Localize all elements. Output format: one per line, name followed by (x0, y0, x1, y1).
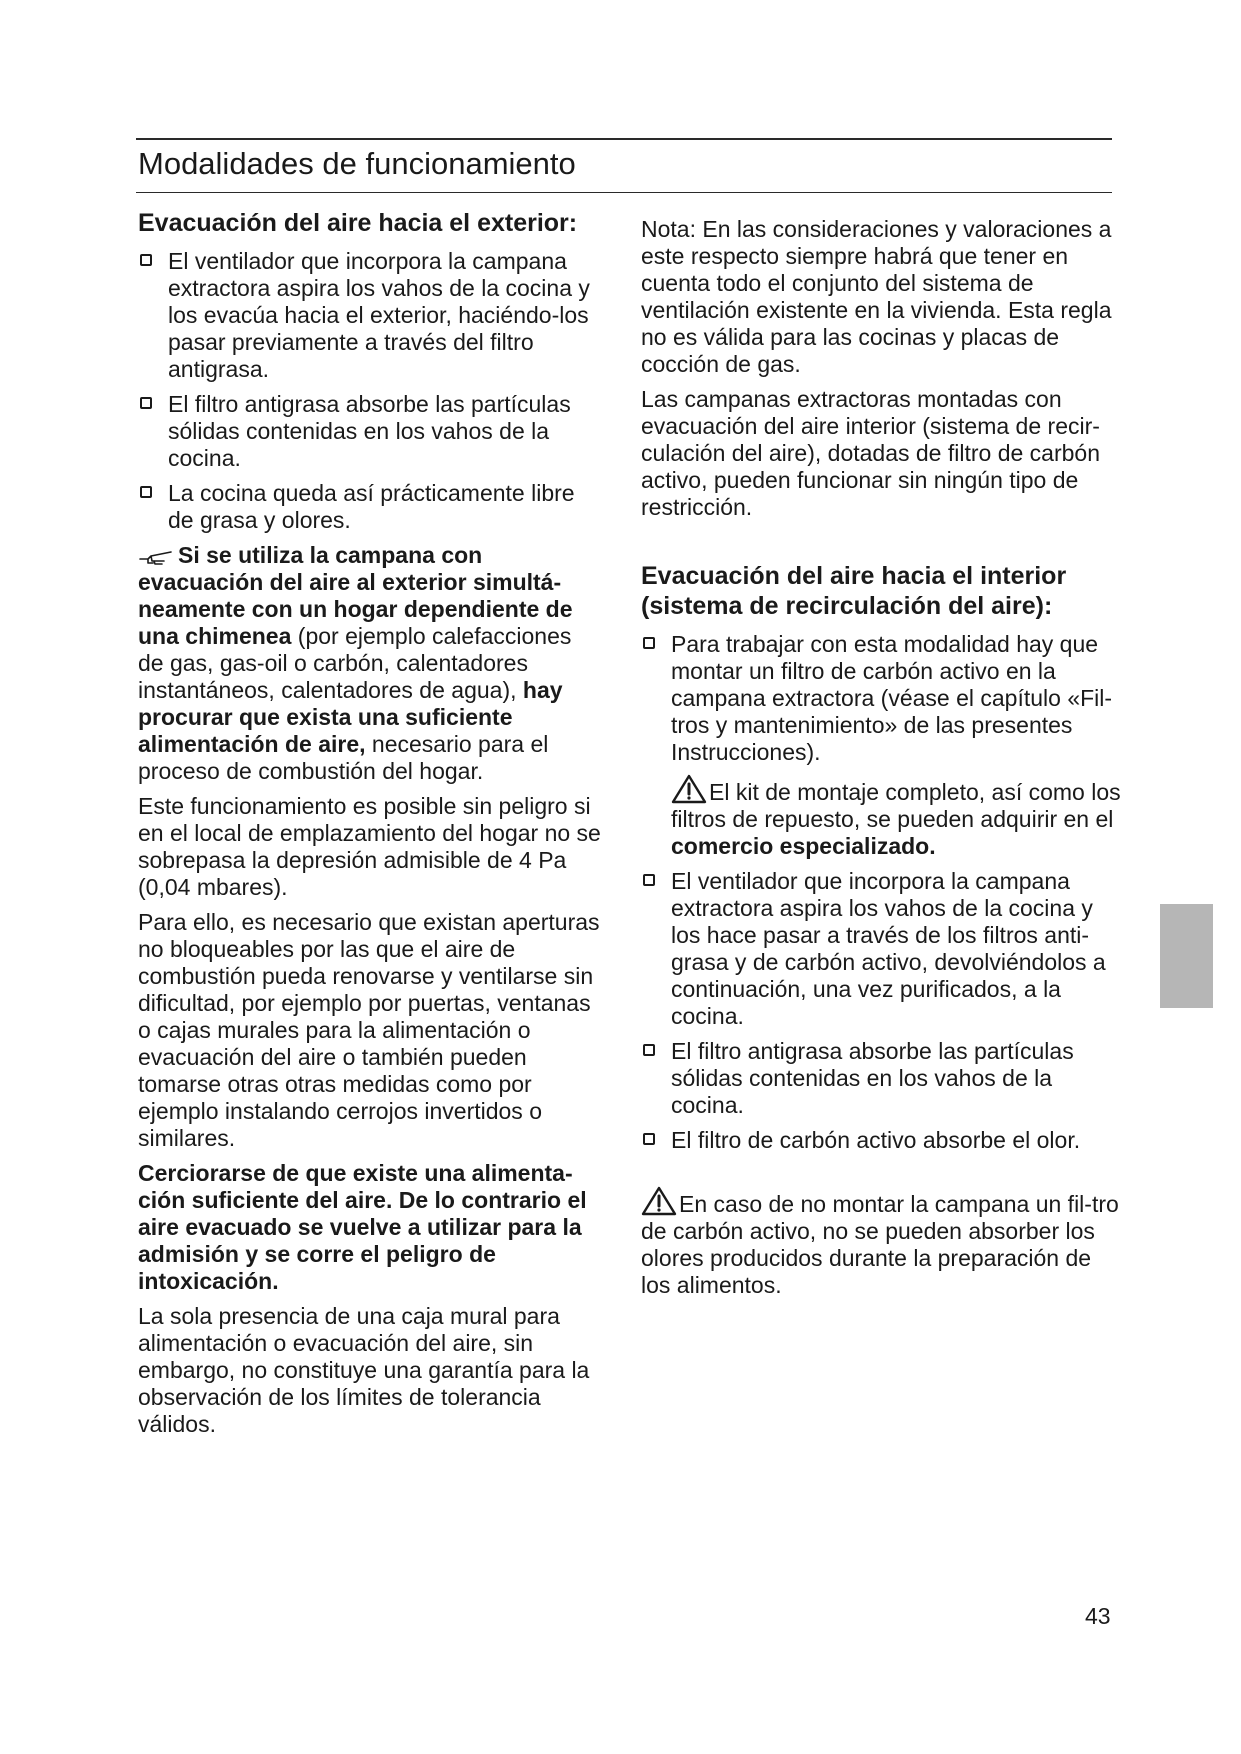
paragraph-wall-box: La sola presencia de una caja mural para alimentación o evacuación del aire, sin embargo, no constituye una garantía para la observación de los límites de tolerancia válidos. (138, 1303, 590, 1437)
carbon-filter-warning-text: En caso de no montar la campana un fil-tro de carbón activo, no se pueden absorber los olores producidos durante la preparación de los alimentos. (641, 1191, 1119, 1298)
list-item (138, 248, 603, 383)
chimney-note-text-1: (por ejemplo calefacciones de gas, gas-oil o carbón, calentadores instantáneos, calentadores de agua), (138, 623, 572, 703)
paragraph-recirculation-hoods: Las campanas extractoras montadas con evacuación del aire interior (sistema de recir-culación del aire), dotadas de filtro de carbón activo, pueden funcionar sin ningún tipo de restricción. (641, 386, 1101, 520)
list-item-text: El filtro antigrasa absorbe las partículas sólidas contenidas en los vahos de la cocina. (168, 391, 571, 471)
list-item (138, 480, 603, 534)
chapter-thumb-tab (1160, 904, 1213, 1008)
chimney-note (138, 542, 603, 785)
paragraph-nota: Nota: En las consideraciones y valoraciones a este respecto siempre habrá que tener en cuenta todo el conjunto del sistema de ventilación existente en la vivienda. Esta regla no es válida para las cocinas y placas de cocción de gas. (641, 216, 1112, 377)
list-item (641, 868, 1121, 1030)
checkbox-icon (643, 874, 655, 886)
chimney-note-bold-1: Si se utiliza la campana con evacuación del aire al exterior simultá-neamente con un hogar dependiente de una chimenea (138, 542, 573, 649)
checkbox-icon (140, 254, 152, 266)
chimney-note-text-2: necesario para el proceso de combustión del hogar. (138, 731, 549, 784)
checkbox-icon (643, 637, 655, 649)
checkbox-icon (140, 486, 152, 498)
list-item-text: Para trabajar con esta modalidad hay que montar un filtro de carbón activo en la campana extractora (véase el capítulo «Fil-tros y mantenimiento» de las presentes Instrucciones). (671, 631, 1113, 765)
warning-triangle-icon (671, 774, 707, 804)
right-column (641, 216, 1121, 1307)
checkbox-icon (643, 1133, 655, 1145)
section-heading-exterior: Evacuación del aire hacia el exterior: (138, 209, 578, 237)
section-heading-interior: Evacuación del aire hacia el interior (sistema de recirculación del aire): (641, 562, 1067, 620)
page-title: Modalidades de funcionamiento (138, 146, 576, 181)
checkbox-icon (140, 397, 152, 409)
kit-warning (641, 774, 1121, 860)
list-item-text: El ventilador que incorpora la campana extractora aspira los vahos de la cocina y los hace pasar a través de los filtros anti-grasa y de carbón activo, devolviéndolos a continuación, una vez purificados, a la cocina. (671, 868, 1106, 1029)
chimney-note-bold-2: hay procurar que exista una suficiente alimentación de aire, (138, 677, 563, 757)
list-item (641, 631, 1121, 766)
list-item-text: El filtro antigrasa absorbe las partículas sólidas contenidas en los vahos de la cocina. (671, 1038, 1074, 1118)
interior-bullet-list-2 (641, 868, 1121, 1154)
list-item-text: El ventilador que incorpora la campana extractora aspira los vahos de la cocina y los evacúa hacia el exterior, haciéndo-los pasar previamente a través del filtro antigrasa. (168, 248, 590, 382)
interior-bullet-list (641, 631, 1121, 766)
kit-warning-text: El kit de montaje completo, así como los filtros de repuesto, se pueden adquirir en el (671, 779, 1121, 832)
paragraph-depression: Este funcionamiento es posible sin peligro si en el local de emplazamiento del hogar no se sobrepasa la depresión admisible de 4 Pa (0,04 mbares). (138, 793, 601, 900)
paragraph-warning-intoxication: Cerciorarse de que existe una alimenta-ción suficiente del aire. De lo contrario el aire evacuado se vuelve a utilizar para la admisión y se corre el peligro de intoxicación. (138, 1160, 587, 1294)
page-number: 43 (1085, 1603, 1111, 1629)
list-item-text: La cocina queda así prácticamente libre de grasa y olores. (168, 480, 575, 533)
kit-warning-bold: comercio especializado. (671, 833, 936, 859)
list-item-text: El filtro de carbón activo absorbe el olor. (671, 1127, 1081, 1153)
checkbox-icon (643, 1044, 655, 1056)
exterior-bullet-list (138, 248, 603, 534)
list-item (641, 1127, 1121, 1154)
list-item (138, 391, 603, 472)
carbon-filter-warning (641, 1186, 1121, 1299)
paragraph-openings: Para ello, es necesario que existan aperturas no bloqueables por las que el aire de combustión pueda renovarse y ventilarse sin dificultad, por ejemplo por puertas, ventanas o cajas murales para la alimentación o evacuación del aire o también pueden tomarse otras otras medidas como por ejemplo instalando cerrojos invertidos o similares. (138, 909, 600, 1151)
pointing-hand-icon (138, 547, 174, 565)
left-column (138, 208, 603, 1446)
list-item (641, 1038, 1121, 1119)
warning-triangle-icon (641, 1186, 677, 1216)
header-rule-top (136, 138, 1112, 140)
header-rule-bottom (136, 192, 1112, 193)
